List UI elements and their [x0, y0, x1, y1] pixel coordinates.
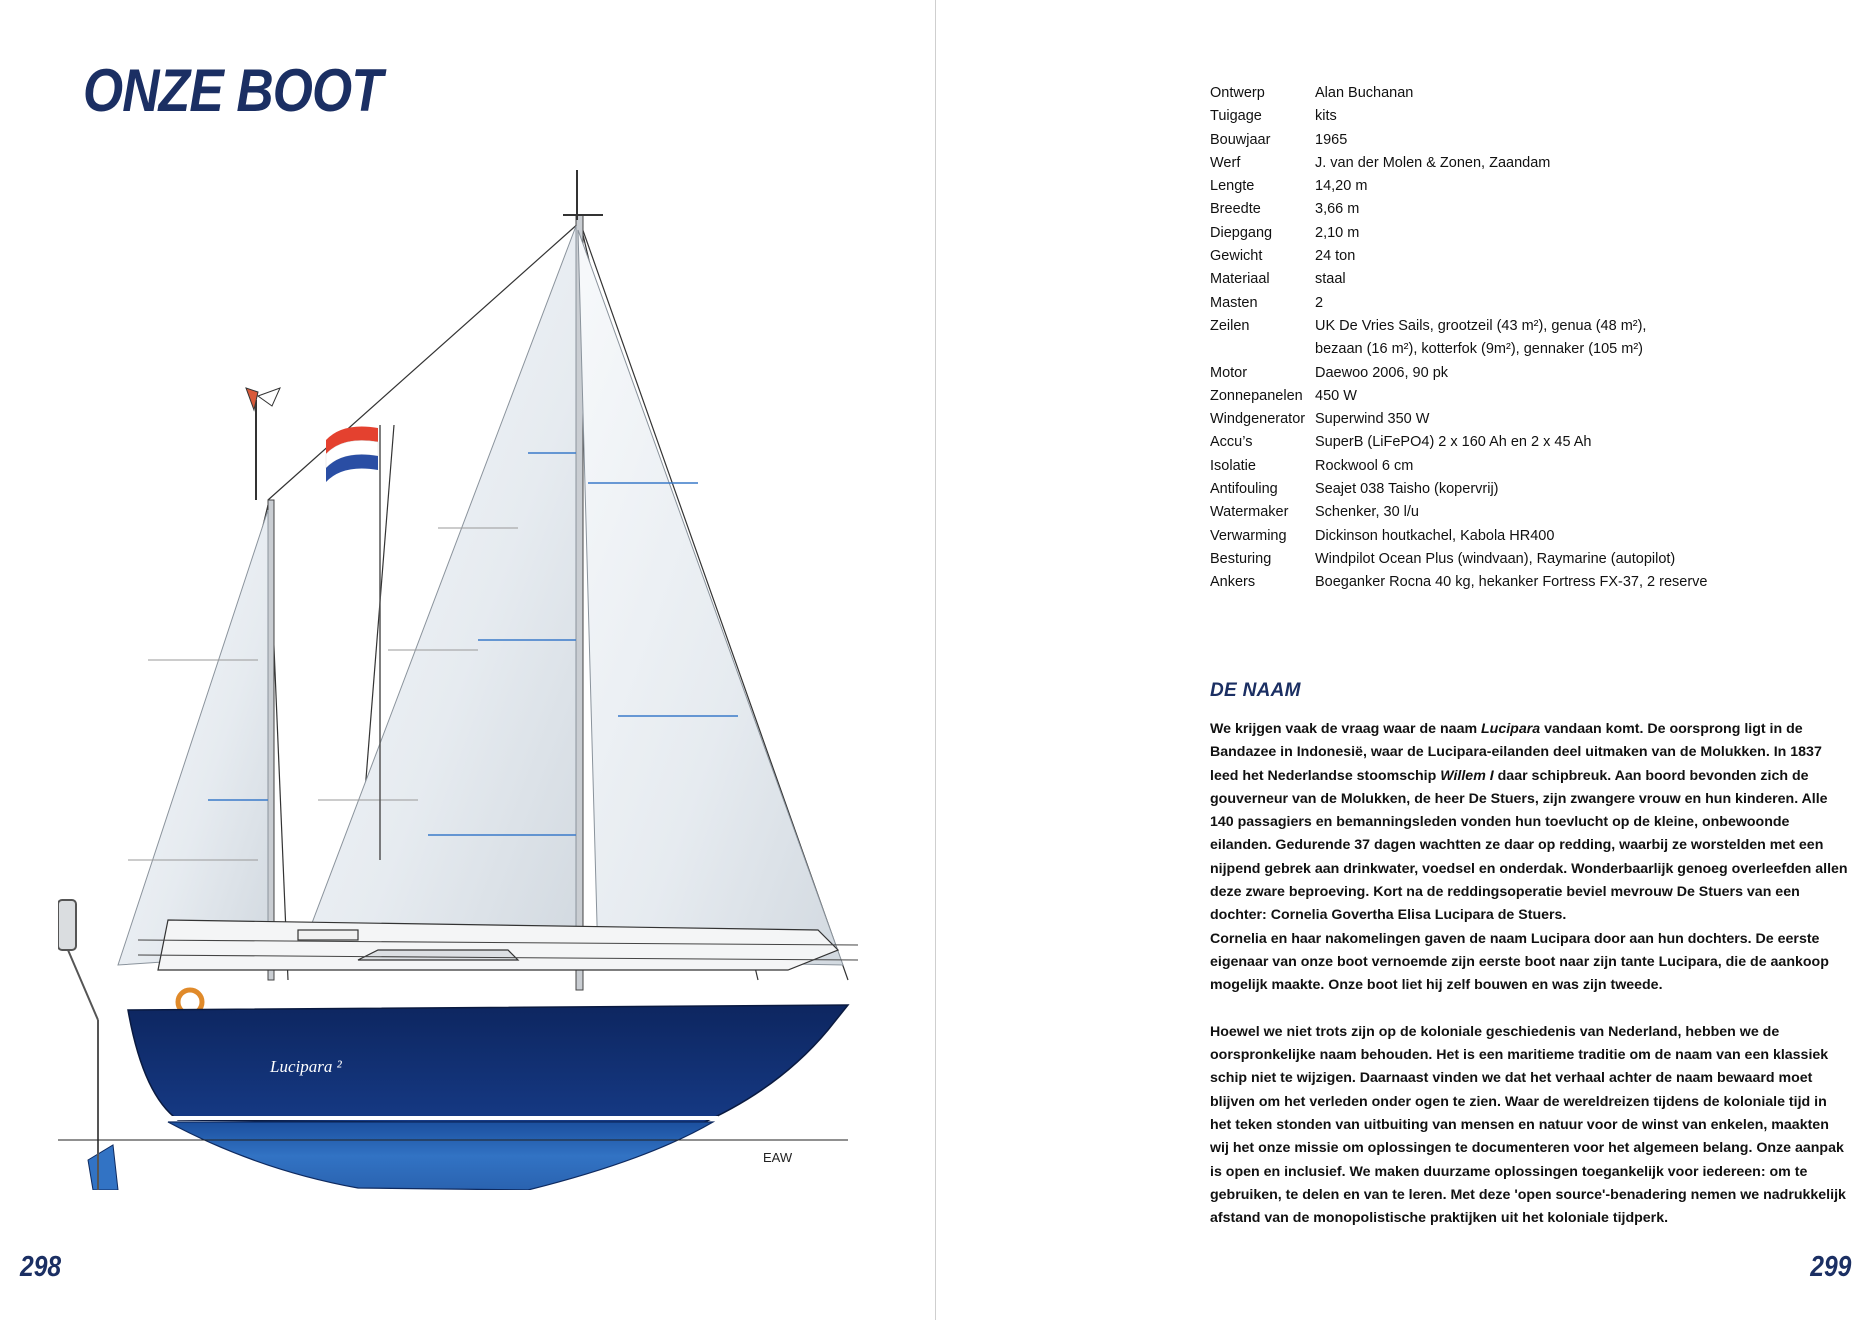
boat-name-label: Lucipara ²	[270, 1057, 342, 1076]
spec-value: kits	[1315, 108, 1337, 125]
paragraph-1-part-b: vandaan komt. De oorsprong ligt in de Bandazee in Indonesië, waar de Lucipara-eilanden deel uitmaken van de Molukken. In 1837 leed het Nederlandse stoomschip	[1210, 721, 1822, 784]
spec-key: Zonnepanelen	[1210, 387, 1303, 404]
spec-key: Tuigage	[1210, 108, 1262, 125]
spec-key: Antifouling	[1210, 481, 1278, 498]
spec-key: Werf	[1210, 154, 1241, 171]
spec-value: Alan Buchanan	[1315, 85, 1414, 101]
spec-value: Daewoo 2006, 90 pk	[1315, 364, 1449, 381]
spec-row	[1210, 338, 1810, 361]
spec-row	[1210, 268, 1810, 291]
spec-value: Dickinson houtkachel, Kabola HR400	[1315, 527, 1555, 544]
spec-row	[1210, 129, 1810, 152]
spec-key: Materiaal	[1210, 271, 1270, 288]
spec-row	[1210, 571, 1810, 594]
spec-key: Lengte	[1210, 178, 1255, 195]
spec-key: Breedte	[1210, 201, 1261, 218]
spec-value: 3,66 m	[1315, 201, 1360, 218]
spec-row	[1210, 501, 1810, 524]
page-title: ONZE BOOT	[83, 57, 382, 124]
spec-row	[1210, 245, 1810, 268]
spec-key: Ontwerp	[1210, 85, 1265, 101]
spec-row	[1210, 408, 1810, 431]
boat-name-emphasis: Lucipara	[1481, 721, 1541, 737]
spec-value: 2,10 m	[1315, 224, 1360, 241]
paragraph-2: Cornelia en haar nakomelingen gaven de naam Lucipara door aan hun dochters. De eerste eigenaar van onze boot vernoemde zijn eerste boot naar zijn tante Lucipara, die de aankoop mogelijk maakte. Onze boot liet hij zelf bouwen en was zijn tweede.	[1210, 930, 1829, 994]
spec-value: Seajet 038 Taisho (kopervrij)	[1315, 481, 1499, 498]
paragraph-1-part-c: daar schipbreuk. Aan boord bevonden zich de gouverneur van de Molukken, de heer De Stuers, zijn zwangere vrouw en hun kinderen. Alle 140 passagiers en bemanningsleden vonden hun toevlucht op de kleine, onbewoonde eilanden. Gedurende 37 dagen wachtten ze daar op redding, waarbij ze worstelden met een nijpend gebrek aan drinkwater, voedsel en onderdak. Wonderbaarlijk genoeg overleefden allen deze zware beproeving. Kort na de reddingsoperatie beviel mevrouw De Stuers van een dochter: Cornelia Govertha Elisa Lucipara de Stuers.	[1210, 767, 1848, 924]
paragraph-1	[1210, 718, 1850, 928]
spec-row	[1210, 222, 1810, 245]
spec-row	[1210, 105, 1810, 128]
page-number-right: 299	[1809, 1251, 1851, 1283]
wind-generator-icon	[246, 388, 280, 500]
spec-row	[1210, 478, 1810, 501]
spec-key	[1210, 338, 1315, 361]
spec-key: Bouwjaar	[1210, 131, 1271, 148]
spec-key: Diepgang	[1210, 224, 1273, 241]
spec-row	[1210, 455, 1810, 478]
spec-row	[1210, 431, 1810, 454]
illustrator-signature: EAW	[763, 1150, 793, 1165]
spec-value: J. van der Molen & Zonen, Zaandam	[1315, 154, 1551, 171]
spec-row	[1210, 315, 1810, 338]
paragraph-1-part-a: We krijgen vaak de vraag waar de naam	[1210, 721, 1482, 737]
ship-name-emphasis: Willem I	[1440, 767, 1494, 784]
spec-key: Verwarming	[1210, 527, 1287, 544]
spec-value: 2	[1315, 294, 1324, 311]
spec-key: Windgenerator	[1210, 411, 1306, 428]
spec-value: Boeganker Rocna 40 kg, hekanker Fortress FX-37, 2 reserve	[1315, 574, 1708, 591]
spec-key: Motor	[1210, 364, 1248, 381]
paragraph-3: Hoewel we niet trots zijn op de koloniale geschiedenis van Nederland, hebben we de oorspronkelijke naam behouden. Het is een maritieme traditie om de naam van een klassiek schip niet te wijzigen. Daarnaast vinden we dat het verhaal achter de naam bewaard moet blijven om het verleden onder ogen te zien. Waar de wereldreizen tijdens de koloniale tijd in het teken stonden van uitbuiting van mensen en natuur voor de winst van enkelen, maakten wij het onze missie om oplossingen te documenteren voor het algemeen belang. Onze aanpak is open en inclusief. We maken duurzame oplossingen toegankelijk voor iedereen: om te gebruiken, te delen en van te leren. Met deze 'open source'-benadering nemen we nadrukkelijk afstand van de monopolistische praktijken uit het koloniale tijdperk.	[1210, 1023, 1846, 1227]
spec-row	[1210, 175, 1810, 198]
spec-row	[1210, 152, 1810, 175]
spec-row	[1210, 385, 1810, 408]
spec-value: Superwind 350 W	[1315, 411, 1430, 428]
spec-row	[1210, 198, 1810, 221]
spec-row	[1210, 82, 1810, 105]
spec-value: 450 W	[1315, 387, 1357, 404]
spec-value: Schenker, 30 l/u	[1315, 504, 1419, 521]
spec-value: Windpilot Ocean Plus (windvaan), Raymarine (autopilot)	[1315, 550, 1676, 567]
spec-value: 14,20 m	[1315, 178, 1368, 195]
spec-key: Accu’s	[1210, 434, 1253, 451]
spec-row	[1210, 292, 1810, 315]
spec-value: Rockwool 6 cm	[1315, 457, 1414, 474]
spec-value: UK De Vries Sails, grootzeil (43 m²), genua (48 m²),	[1315, 317, 1647, 334]
spec-key: Masten	[1210, 294, 1258, 311]
spec-row	[1210, 548, 1810, 571]
page-number-left: 298	[20, 1251, 62, 1283]
windvane-icon	[58, 900, 98, 1190]
spec-key: Isolatie	[1210, 457, 1256, 474]
spec-value: SuperB (LiFePO4) 2 x 160 Ah en 2 x 45 Ah	[1315, 434, 1592, 451]
left-page	[0, 0, 935, 1320]
spec-key: Zeilen	[1210, 317, 1250, 334]
section-title: DE NAAM	[1210, 680, 1301, 701]
spec-table	[1210, 82, 1810, 595]
spec-key: Besturing	[1210, 550, 1272, 567]
spec-key: Gewicht	[1210, 248, 1263, 265]
spec-value: 1965	[1315, 131, 1348, 148]
spec-row	[1210, 362, 1810, 385]
spec-row	[1210, 525, 1810, 548]
body-text	[1210, 718, 1850, 1231]
sailboat-illustration	[58, 160, 858, 1190]
spec-value: 24 ton	[1315, 248, 1356, 265]
spec-value: bezaan (16 m²), kotterfok (9m²), gennaker (105 m²)	[1315, 341, 1643, 358]
spec-key: Watermaker	[1210, 504, 1289, 521]
spec-key: Ankers	[1210, 574, 1256, 591]
spec-value: staal	[1315, 271, 1346, 288]
